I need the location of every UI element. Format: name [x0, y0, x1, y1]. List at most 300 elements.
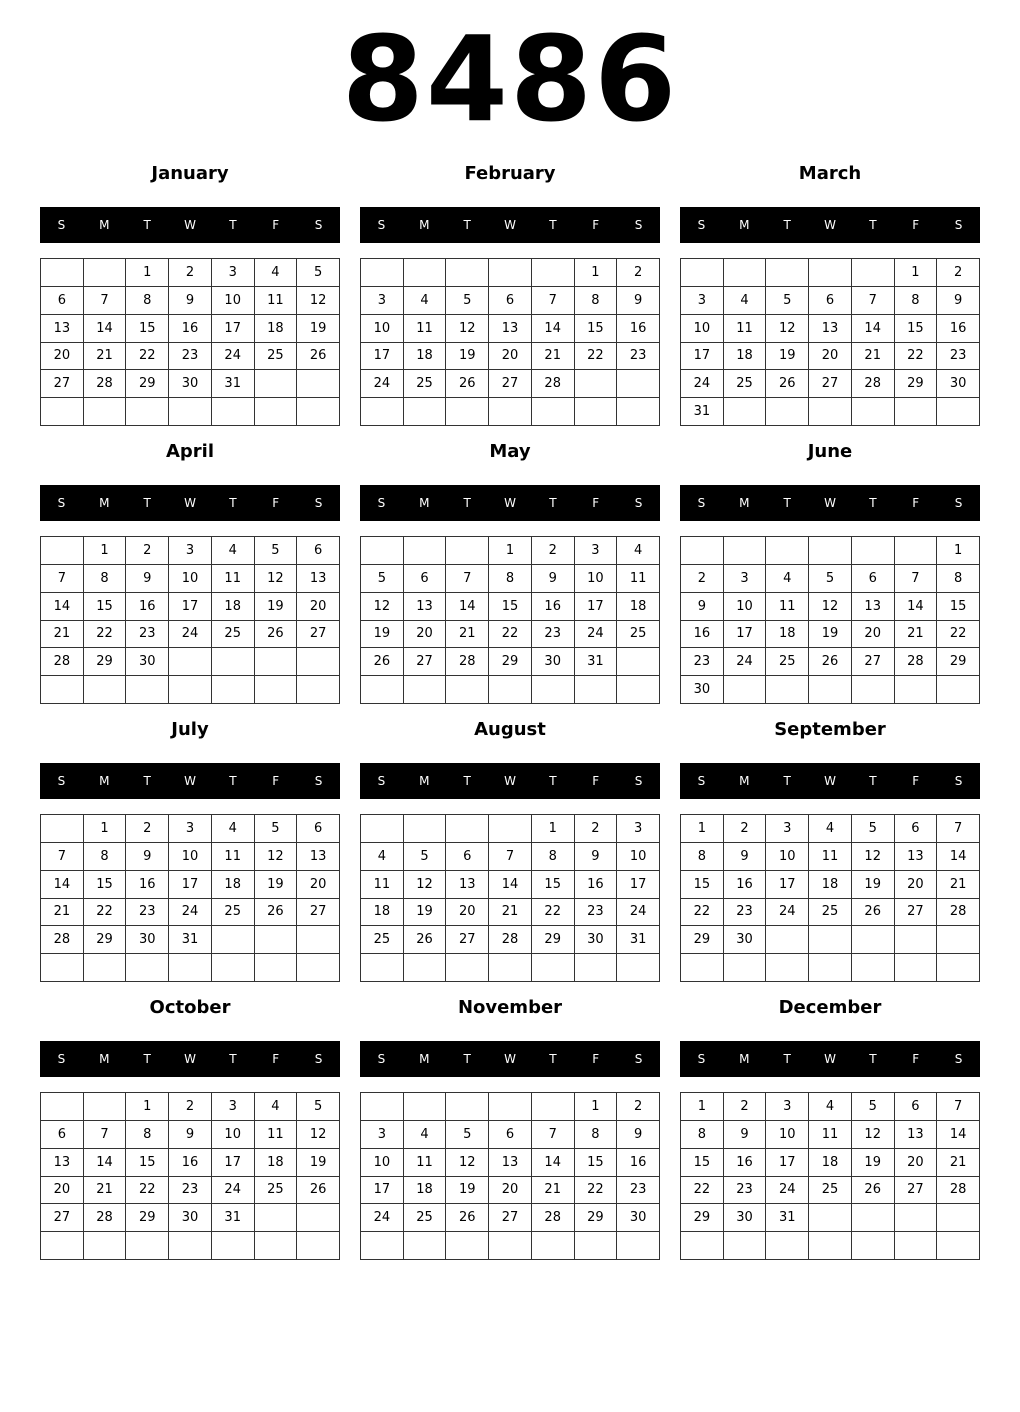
day-cell: 15	[937, 593, 980, 621]
day-cell: 4	[212, 815, 255, 843]
day-cell: 2	[126, 815, 169, 843]
empty-cell	[404, 537, 447, 565]
day-cell: 19	[446, 1177, 489, 1205]
empty-cell	[361, 815, 404, 843]
day-cell: 28	[84, 370, 127, 398]
day-cell: 14	[446, 593, 489, 621]
day-cell: 21	[532, 343, 575, 371]
empty-cell	[724, 259, 767, 287]
day-cell: 16	[575, 871, 618, 899]
day-cell: 10	[212, 287, 255, 315]
day-cell: 7	[446, 565, 489, 593]
weekday-label: W	[504, 496, 516, 510]
day-cell: 8	[575, 1121, 618, 1149]
weekday-label: F	[912, 774, 920, 788]
day-cell: 5	[446, 287, 489, 315]
empty-cell	[84, 1093, 127, 1121]
empty-cell	[297, 926, 340, 954]
empty-cell	[617, 1232, 660, 1260]
weekday-label: F	[272, 774, 280, 788]
empty-cell	[532, 954, 575, 982]
weekday-label: W	[824, 218, 836, 232]
empty-cell	[126, 954, 169, 982]
day-cell: 22	[489, 621, 532, 649]
weekday-label: F	[592, 496, 600, 510]
empty-cell	[852, 1232, 895, 1260]
day-cell: 19	[446, 343, 489, 371]
empty-cell	[41, 815, 84, 843]
day-cell: 3	[361, 1121, 404, 1149]
day-cell: 8	[681, 843, 724, 871]
day-cell: 14	[84, 315, 127, 343]
day-cell: 11	[404, 315, 447, 343]
day-cell: 31	[212, 370, 255, 398]
empty-cell	[937, 1204, 980, 1232]
day-cell: 3	[575, 537, 618, 565]
day-cell: 29	[681, 926, 724, 954]
weekday-label: S	[954, 1052, 963, 1066]
weekday-label: T	[143, 218, 151, 232]
empty-cell	[532, 1093, 575, 1121]
day-cell: 11	[809, 843, 852, 871]
day-cell: 26	[297, 343, 340, 371]
day-grid	[680, 1092, 980, 1260]
weekday-label: T	[143, 1052, 151, 1066]
empty-cell	[852, 259, 895, 287]
weekday-label: T	[783, 496, 791, 510]
day-cell: 29	[575, 1204, 618, 1232]
weekday-label: F	[272, 496, 280, 510]
empty-cell	[297, 1204, 340, 1232]
empty-cell	[724, 537, 767, 565]
day-cell: 6	[41, 1121, 84, 1149]
day-cell: 7	[852, 287, 895, 315]
empty-cell	[297, 648, 340, 676]
empty-cell	[41, 1232, 84, 1260]
day-cell: 26	[852, 899, 895, 927]
weekday-label: F	[592, 1052, 600, 1066]
day-cell: 20	[895, 871, 938, 899]
weekday-label: W	[184, 496, 196, 510]
day-cell: 24	[361, 1204, 404, 1232]
day-cell: 25	[212, 621, 255, 649]
day-cell: 7	[532, 287, 575, 315]
month-name: August	[474, 719, 546, 740]
day-cell: 23	[575, 899, 618, 927]
weekday-label: T	[463, 774, 471, 788]
day-cell: 4	[255, 1093, 298, 1121]
weekday-label: M	[419, 774, 430, 788]
empty-cell	[255, 1204, 298, 1232]
weekday-label: T	[549, 218, 557, 232]
day-cell: 23	[724, 899, 767, 927]
day-cell: 13	[446, 871, 489, 899]
day-cell: 17	[212, 315, 255, 343]
empty-cell	[446, 954, 489, 982]
day-cell: 21	[84, 1177, 127, 1205]
day-cell: 21	[446, 621, 489, 649]
day-cell: 19	[852, 1149, 895, 1177]
day-cell: 23	[681, 648, 724, 676]
empty-cell	[297, 398, 340, 426]
weekday-label: T	[783, 218, 791, 232]
empty-cell	[895, 537, 938, 565]
empty-cell	[575, 398, 618, 426]
empty-cell	[532, 398, 575, 426]
day-cell: 9	[617, 287, 660, 315]
day-cell: 20	[809, 343, 852, 371]
day-cell: 6	[489, 1121, 532, 1149]
day-cell: 12	[852, 843, 895, 871]
day-cell: 20	[297, 593, 340, 621]
day-cell: 19	[766, 343, 809, 371]
weekday-header	[680, 1041, 980, 1077]
day-cell: 27	[41, 370, 84, 398]
day-cell: 1	[126, 259, 169, 287]
day-cell: 30	[126, 926, 169, 954]
weekday-label: W	[504, 774, 516, 788]
empty-cell	[575, 676, 618, 704]
weekday-label: S	[314, 1052, 323, 1066]
day-cell: 1	[895, 259, 938, 287]
day-cell: 22	[681, 899, 724, 927]
day-cell: 19	[255, 593, 298, 621]
empty-cell	[126, 1232, 169, 1260]
day-cell: 25	[255, 343, 298, 371]
empty-cell	[809, 926, 852, 954]
day-cell: 16	[681, 621, 724, 649]
day-cell: 9	[681, 593, 724, 621]
empty-cell	[575, 370, 618, 398]
day-cell: 24	[766, 899, 809, 927]
day-cell: 29	[126, 370, 169, 398]
empty-cell	[895, 954, 938, 982]
day-cell: 6	[895, 1093, 938, 1121]
empty-cell	[681, 1232, 724, 1260]
day-cell: 3	[212, 259, 255, 287]
day-grid	[40, 1092, 340, 1260]
day-cell: 18	[361, 899, 404, 927]
empty-cell	[617, 370, 660, 398]
day-cell: 5	[297, 259, 340, 287]
day-cell: 2	[532, 537, 575, 565]
empty-cell	[297, 1232, 340, 1260]
empty-cell	[937, 676, 980, 704]
empty-cell	[84, 398, 127, 426]
day-cell: 23	[126, 621, 169, 649]
day-cell: 10	[361, 315, 404, 343]
weekday-label: W	[504, 1052, 516, 1066]
month-name: November	[457, 997, 563, 1018]
weekday-label: T	[549, 774, 557, 788]
day-cell: 24	[617, 899, 660, 927]
empty-cell	[766, 954, 809, 982]
weekday-label: S	[634, 218, 643, 232]
empty-cell	[126, 398, 169, 426]
empty-cell	[297, 370, 340, 398]
day-cell: 7	[41, 565, 84, 593]
day-cell: 16	[126, 871, 169, 899]
day-cell: 22	[126, 343, 169, 371]
empty-cell	[255, 676, 298, 704]
empty-cell	[489, 398, 532, 426]
day-cell: 29	[84, 648, 127, 676]
empty-cell	[617, 676, 660, 704]
day-cell: 8	[575, 287, 618, 315]
month-name: February	[464, 163, 556, 184]
day-cell: 24	[724, 648, 767, 676]
empty-cell	[41, 1093, 84, 1121]
weekday-label: S	[697, 774, 706, 788]
day-cell: 5	[255, 815, 298, 843]
empty-cell	[766, 1232, 809, 1260]
weekday-label: M	[419, 218, 430, 232]
day-cell: 23	[532, 621, 575, 649]
day-cell: 5	[766, 287, 809, 315]
day-cell: 9	[169, 287, 212, 315]
day-cell: 15	[489, 593, 532, 621]
day-cell: 2	[617, 1093, 660, 1121]
month-name: September	[774, 719, 886, 740]
day-cell: 3	[169, 537, 212, 565]
day-cell: 6	[446, 843, 489, 871]
day-cell: 26	[255, 621, 298, 649]
empty-cell	[361, 676, 404, 704]
day-cell: 27	[297, 621, 340, 649]
empty-cell	[212, 676, 255, 704]
day-cell: 25	[809, 899, 852, 927]
empty-cell	[41, 537, 84, 565]
day-cell: 13	[852, 593, 895, 621]
day-cell: 12	[446, 315, 489, 343]
day-cell: 15	[126, 315, 169, 343]
day-cell: 6	[852, 565, 895, 593]
weekday-label: T	[463, 496, 471, 510]
day-cell: 22	[681, 1177, 724, 1205]
day-cell: 10	[361, 1149, 404, 1177]
day-cell: 5	[809, 565, 852, 593]
day-cell: 10	[212, 1121, 255, 1149]
day-cell: 31	[617, 926, 660, 954]
weekday-label: M	[99, 218, 110, 232]
day-cell: 28	[532, 1204, 575, 1232]
day-cell: 16	[126, 593, 169, 621]
day-cell: 26	[852, 1177, 895, 1205]
empty-cell	[575, 954, 618, 982]
weekday-label: M	[739, 496, 750, 510]
empty-cell	[169, 648, 212, 676]
day-cell: 10	[575, 565, 618, 593]
day-cell: 17	[212, 1149, 255, 1177]
day-cell: 8	[532, 843, 575, 871]
day-cell: 16	[617, 1149, 660, 1177]
weekday-label: F	[912, 218, 920, 232]
day-cell: 10	[681, 315, 724, 343]
day-cell: 28	[937, 899, 980, 927]
empty-cell	[617, 648, 660, 676]
day-cell: 27	[489, 1204, 532, 1232]
empty-cell	[489, 815, 532, 843]
day-cell: 6	[404, 565, 447, 593]
empty-cell	[255, 648, 298, 676]
empty-cell	[681, 537, 724, 565]
day-cell: 13	[489, 315, 532, 343]
day-cell: 31	[575, 648, 618, 676]
day-cell: 26	[255, 899, 298, 927]
day-cell: 22	[575, 343, 618, 371]
day-cell: 18	[255, 1149, 298, 1177]
weekday-label: S	[954, 218, 963, 232]
day-cell: 10	[169, 843, 212, 871]
day-cell: 17	[766, 871, 809, 899]
day-cell: 14	[41, 871, 84, 899]
day-cell: 31	[681, 398, 724, 426]
day-cell: 9	[126, 843, 169, 871]
weekday-label: W	[184, 774, 196, 788]
day-cell: 18	[809, 871, 852, 899]
month-name: May	[489, 441, 531, 462]
day-cell: 13	[297, 565, 340, 593]
day-cell: 11	[404, 1149, 447, 1177]
empty-cell	[895, 1204, 938, 1232]
day-cell: 10	[766, 1121, 809, 1149]
empty-cell	[766, 676, 809, 704]
day-cell: 20	[41, 343, 84, 371]
empty-cell	[766, 537, 809, 565]
empty-cell	[212, 926, 255, 954]
weekday-label: S	[377, 774, 386, 788]
empty-cell	[404, 259, 447, 287]
empty-cell	[84, 954, 127, 982]
weekday-label: M	[99, 774, 110, 788]
day-cell: 15	[126, 1149, 169, 1177]
weekday-label: F	[592, 774, 600, 788]
day-cell: 26	[404, 926, 447, 954]
day-cell: 2	[937, 259, 980, 287]
day-cell: 24	[575, 621, 618, 649]
day-cell: 13	[489, 1149, 532, 1177]
empty-cell	[41, 259, 84, 287]
day-grid	[680, 814, 980, 982]
day-cell: 27	[809, 370, 852, 398]
day-cell: 28	[532, 370, 575, 398]
empty-cell	[169, 954, 212, 982]
weekday-label: T	[783, 774, 791, 788]
day-cell: 13	[895, 843, 938, 871]
weekday-label: S	[57, 1052, 66, 1066]
day-cell: 9	[937, 287, 980, 315]
empty-cell	[446, 1093, 489, 1121]
day-cell: 8	[489, 565, 532, 593]
empty-cell	[617, 954, 660, 982]
day-cell: 11	[766, 593, 809, 621]
weekday-header	[40, 485, 340, 521]
day-cell: 28	[895, 648, 938, 676]
day-cell: 27	[895, 1177, 938, 1205]
weekday-label: S	[377, 496, 386, 510]
day-cell: 18	[255, 315, 298, 343]
empty-cell	[41, 954, 84, 982]
weekday-header	[360, 485, 660, 521]
weekday-label: T	[229, 1052, 237, 1066]
day-cell: 16	[724, 1149, 767, 1177]
day-cell: 22	[84, 621, 127, 649]
day-cell: 21	[852, 343, 895, 371]
day-cell: 24	[169, 621, 212, 649]
day-cell: 2	[126, 537, 169, 565]
day-cell: 3	[169, 815, 212, 843]
day-cell: 7	[532, 1121, 575, 1149]
day-cell: 30	[724, 926, 767, 954]
day-cell: 24	[169, 899, 212, 927]
weekday-label: M	[739, 1052, 750, 1066]
day-cell: 3	[724, 565, 767, 593]
empty-cell	[361, 1093, 404, 1121]
empty-cell	[724, 1232, 767, 1260]
empty-cell	[169, 676, 212, 704]
day-cell: 11	[255, 1121, 298, 1149]
day-cell: 29	[84, 926, 127, 954]
day-cell: 4	[361, 843, 404, 871]
weekday-label: T	[229, 218, 237, 232]
day-cell: 29	[937, 648, 980, 676]
empty-cell	[724, 954, 767, 982]
day-cell: 21	[937, 1149, 980, 1177]
empty-cell	[617, 398, 660, 426]
day-cell: 5	[297, 1093, 340, 1121]
empty-cell	[446, 815, 489, 843]
day-cell: 1	[126, 1093, 169, 1121]
day-cell: 4	[724, 287, 767, 315]
empty-cell	[212, 954, 255, 982]
day-cell: 29	[489, 648, 532, 676]
day-cell: 7	[84, 287, 127, 315]
day-cell: 19	[255, 871, 298, 899]
day-cell: 18	[212, 593, 255, 621]
day-cell: 1	[575, 259, 618, 287]
day-cell: 11	[212, 565, 255, 593]
day-cell: 15	[575, 1149, 618, 1177]
empty-cell	[361, 537, 404, 565]
weekday-label: S	[314, 218, 323, 232]
day-cell: 3	[361, 287, 404, 315]
weekday-label: T	[783, 1052, 791, 1066]
day-cell: 1	[84, 537, 127, 565]
day-cell: 14	[895, 593, 938, 621]
day-cell: 31	[169, 926, 212, 954]
day-cell: 18	[404, 343, 447, 371]
day-cell: 29	[895, 370, 938, 398]
empty-cell	[809, 259, 852, 287]
day-cell: 7	[489, 843, 532, 871]
day-cell: 23	[126, 899, 169, 927]
day-cell: 20	[297, 871, 340, 899]
empty-cell	[895, 398, 938, 426]
day-cell: 15	[84, 871, 127, 899]
weekday-label: S	[697, 1052, 706, 1066]
day-cell: 31	[212, 1204, 255, 1232]
empty-cell	[937, 398, 980, 426]
day-grid	[40, 536, 340, 704]
day-cell: 8	[937, 565, 980, 593]
day-cell: 5	[852, 1093, 895, 1121]
day-cell: 23	[937, 343, 980, 371]
empty-cell	[169, 1232, 212, 1260]
day-cell: 9	[575, 843, 618, 871]
day-cell: 9	[724, 1121, 767, 1149]
empty-cell	[809, 1204, 852, 1232]
empty-cell	[84, 676, 127, 704]
